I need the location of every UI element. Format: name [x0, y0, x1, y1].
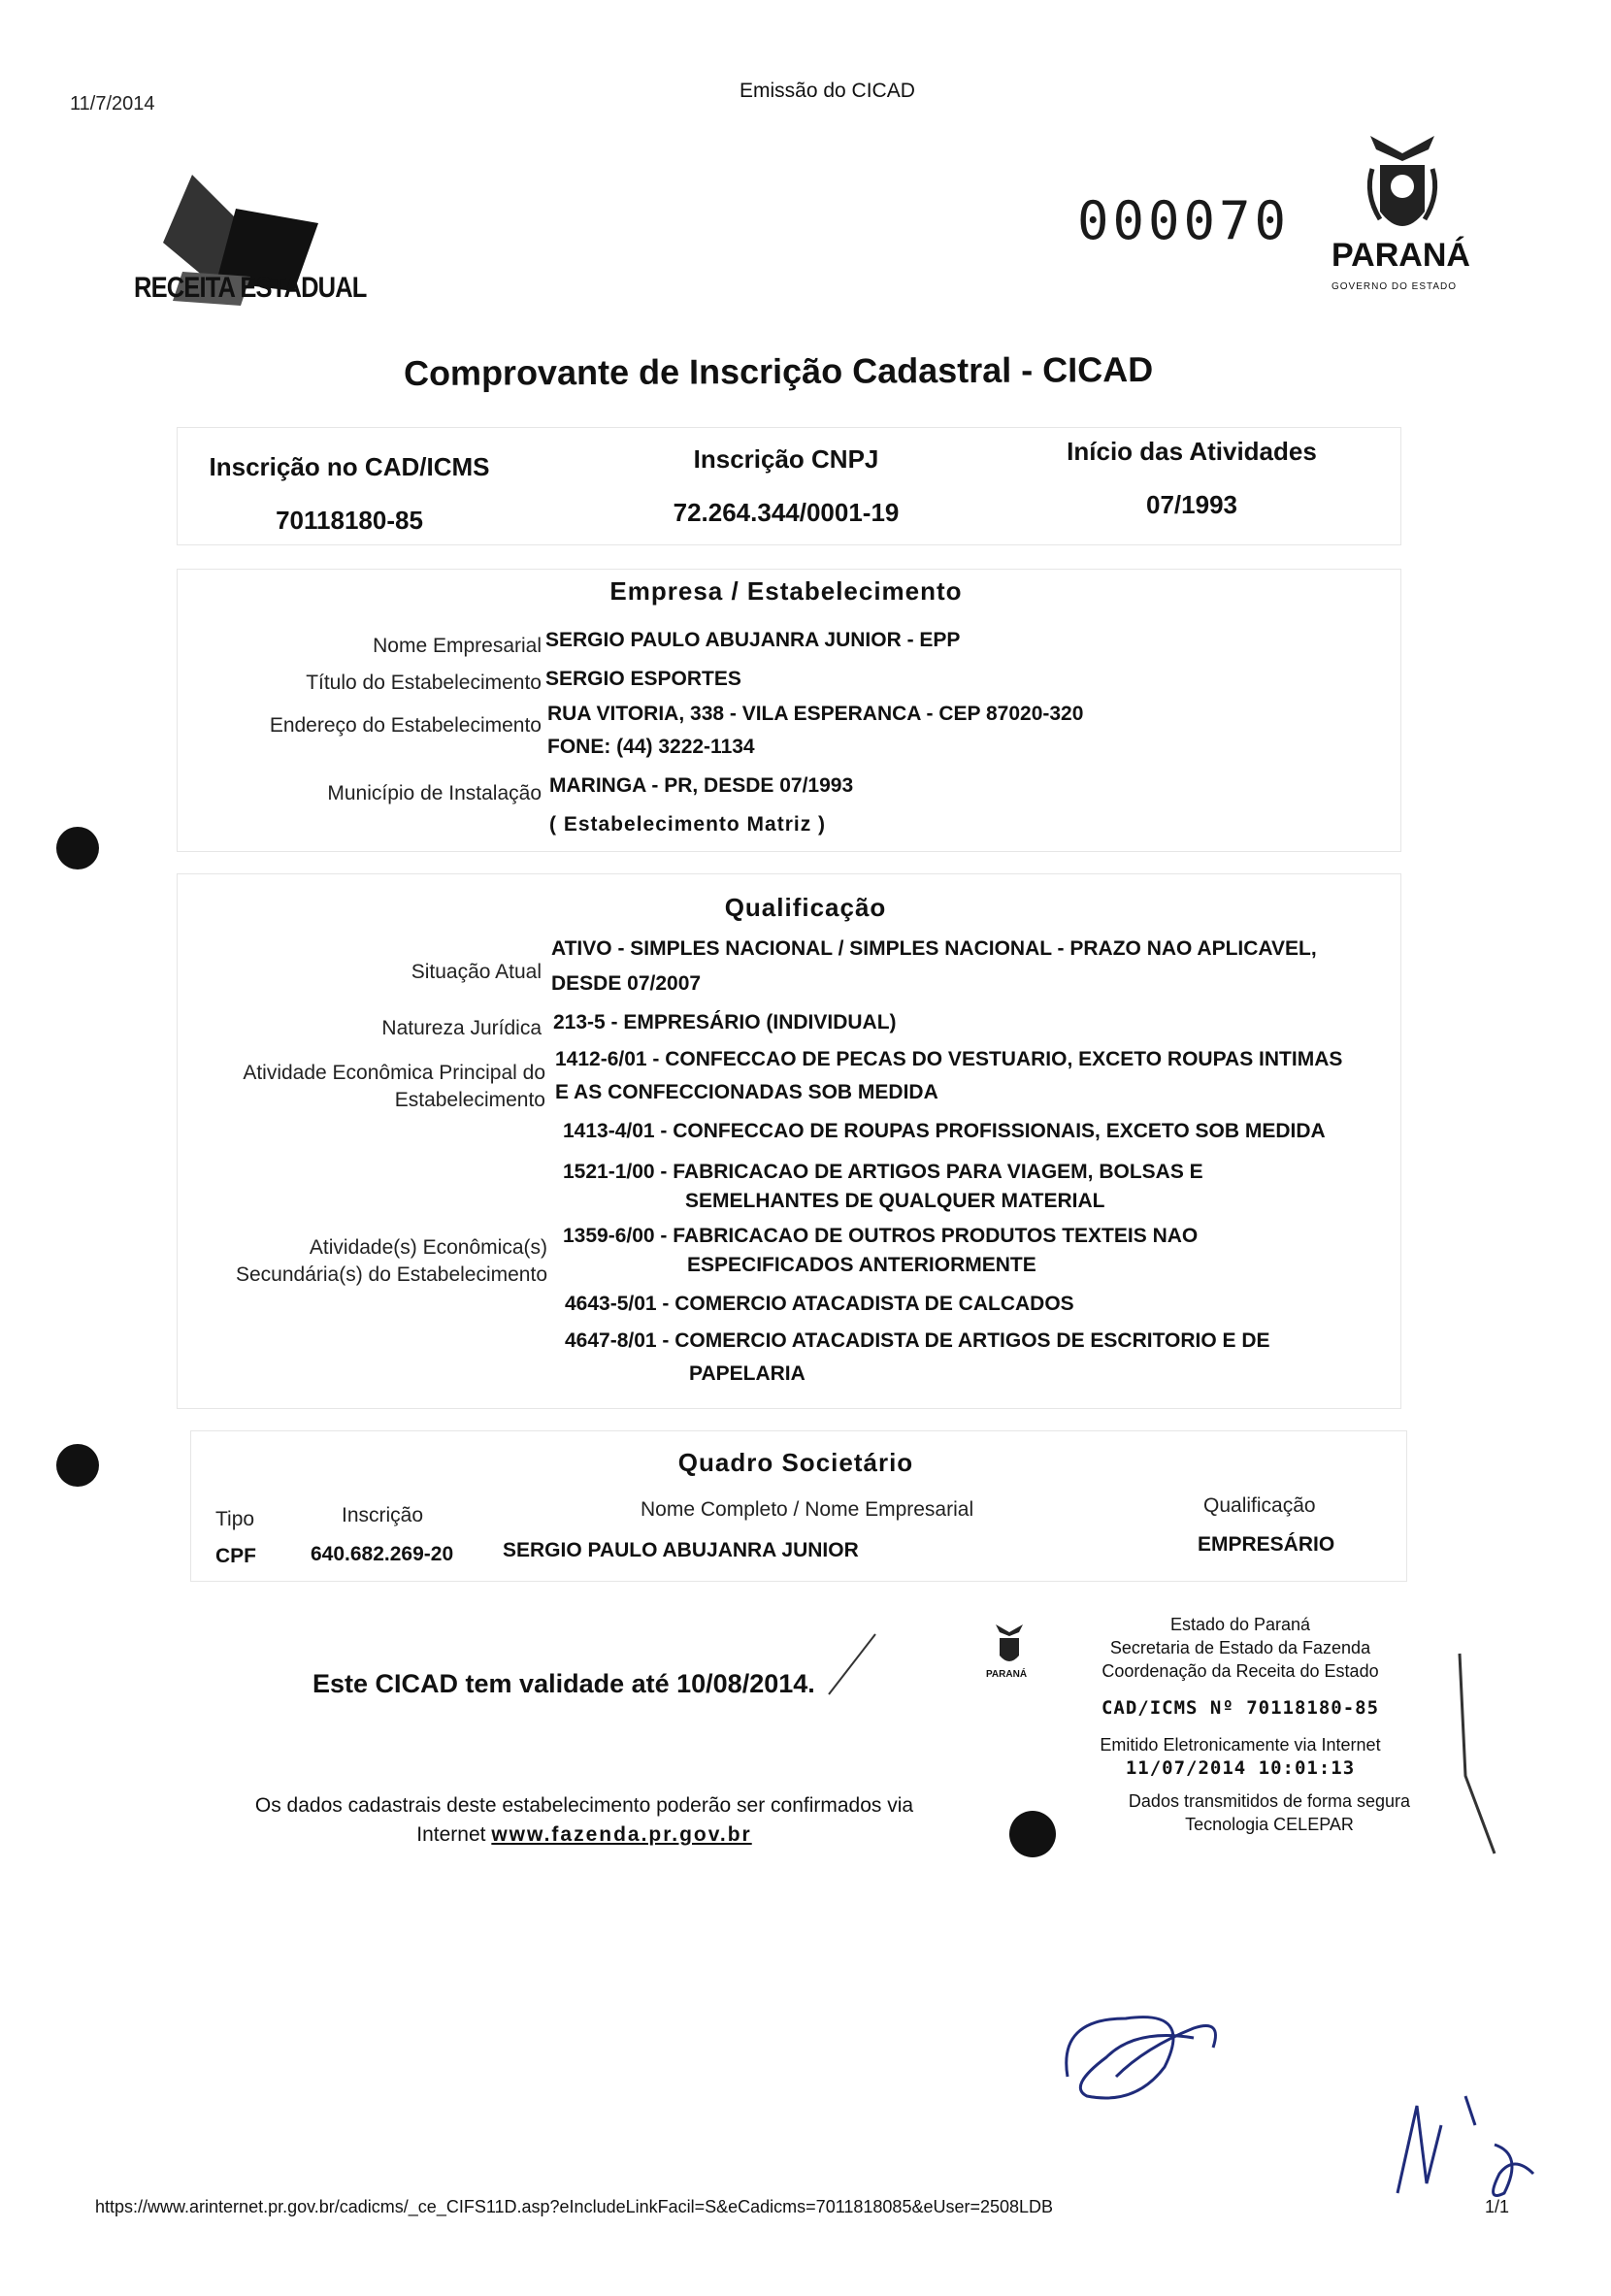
cnpj-field — [631, 444, 941, 528]
footer-note-line2 — [215, 1820, 953, 1850]
checkmark-stroke — [825, 1630, 883, 1698]
empresa-section-title: Empresa / Estabelecimento — [609, 576, 963, 606]
atividade-principal-line2: E AS CONFECCIONADAS SOB MEDIDA — [555, 1081, 938, 1103]
endereco-label: Endereço do Estabelecimento — [269, 714, 542, 737]
inicio-atividades-label: Início das Atividades — [1067, 437, 1317, 466]
atividade-secundaria-4: 4643-5/01 - COMERCIO ATACADISTA DE CALCADOS — [565, 1293, 1074, 1315]
quadro-societario-title: Quadro Societário — [677, 1448, 914, 1477]
nome-empresarial-label: Nome Empresarial — [373, 635, 542, 657]
col-qualificacao-header: Qualificação — [1203, 1494, 1316, 1517]
stamp-emitido: Emitido Eletronicamente via Internet — [1100, 1735, 1381, 1755]
footer-note — [215, 1791, 953, 1850]
parana-crest-icon — [1351, 126, 1454, 248]
col-inscricao-header: Inscrição — [342, 1504, 424, 1526]
initials-mark — [1388, 2086, 1543, 2213]
stamp-line3: Coordenação da Receita do Estado — [1101, 1661, 1379, 1681]
qualificacao-section-title: Qualificação — [724, 893, 887, 922]
situacao-atual-label: Situação Atual — [411, 961, 542, 983]
document-number: 000070 — [1077, 190, 1291, 251]
footer-note-prefix: Internet — [416, 1823, 486, 1846]
stamp-datetime: 11/07/2014 10:01:13 — [1125, 1757, 1356, 1779]
validade-text: Este CICAD tem validade até 10/08/2014. — [312, 1669, 815, 1698]
stamp-cad: CAD/ICMS Nº 70118180-85 — [1101, 1697, 1380, 1719]
atividade-secundaria-3: 1359-6/00 - FABRICACAO DE OUTROS PRODUTOS TEXTEIS NAO — [563, 1225, 1199, 1247]
municipio-value: MARINGA - PR, DESDE 07/1993 — [549, 774, 854, 797]
endereco-value: RUA VITORIA, 338 - VILA ESPERANCA - CEP 87020-320 — [547, 703, 1084, 725]
atividade-secundaria-label-1: Atividade(s) Econômica(s) — [309, 1236, 547, 1259]
situacao-atual-line1: ATIVO - SIMPLES NACIONAL / SIMPLES NACIONAL - PRAZO NAO APLICAVEL, — [551, 937, 1317, 960]
estabelecimento-matriz: ( Estabelecimento Matriz ) — [549, 813, 827, 836]
footer-note-line1: Os dados cadastrais deste estabelecimento poderão ser confirmados via — [254, 1794, 914, 1817]
col-tipo-header: Tipo — [215, 1508, 255, 1530]
nome-empresarial-value: SERGIO PAULO ABUJANRA JUNIOR - EPP — [545, 629, 961, 651]
fone-value: FONE: (44) 3222-1134 — [547, 736, 755, 758]
stamp-line2: Secretaria de Estado da Fazenda — [1109, 1638, 1371, 1657]
punch-hole-bottom — [56, 1444, 99, 1487]
titulo-estabelecimento-value: SERGIO ESPORTES — [545, 668, 741, 690]
atividade-principal-line1: 1412-6/01 - CONFECCAO DE PECAS DO VESTUARIO, EXCETO ROUPAS INTIMAS — [555, 1048, 1343, 1070]
inicio-atividades-value: 07/1993 — [1146, 490, 1237, 519]
socio-qualificacao: EMPRESÁRIO — [1198, 1533, 1335, 1556]
socio-tipo: CPF — [215, 1545, 256, 1567]
cnpj-value: 72.264.344/0001-19 — [673, 498, 900, 527]
receita-estadual-text: RECEITA ESTADUAL — [134, 272, 367, 304]
stamp-line1: Estado do Paraná — [1169, 1615, 1311, 1634]
atividade-secundaria-label-2: Secundária(s) do Estabelecimento — [235, 1263, 547, 1286]
socio-inscricao: 640.682.269-20 — [311, 1543, 454, 1565]
inicio-atividades-field — [1036, 437, 1347, 520]
atividade-principal-label-2: Estabelecimento — [394, 1089, 545, 1111]
titulo-estabelecimento-label: Título do Estabelecimento — [306, 672, 542, 694]
atividade-secundaria-3-cont: ESPECIFICADOS ANTERIORMENTE — [687, 1254, 1036, 1276]
municipio-label: Município de Instalação — [327, 782, 542, 804]
cad-icms-label: Inscrição no CAD/ICMS — [209, 452, 490, 481]
socio-nome: SERGIO PAULO ABUJANRA JUNIOR — [503, 1539, 859, 1561]
natureza-juridica-value: 213-5 - EMPRESÁRIO (INDIVIDUAL) — [553, 1011, 897, 1033]
situacao-atual-line2: DESDE 07/2007 — [551, 972, 702, 995]
electronic-stamp — [1036, 1613, 1444, 1836]
atividade-secundaria-5: 4647-8/01 - COMERCIO ATACADISTA DE ARTIGOS DE ESCRITORIO E DE — [565, 1329, 1270, 1352]
handwritten-line — [1456, 1650, 1514, 1863]
page-number: 1/1 — [1485, 2197, 1510, 2216]
cad-icms-value: 70118180-85 — [276, 506, 423, 535]
parana-logo-text: PARANÁ — [1332, 237, 1470, 274]
parana-small-crest-icon — [990, 1621, 1029, 1669]
stamp-seguro1: Dados transmitidos de forma segura — [1128, 1791, 1411, 1811]
col-nome-header: Nome Completo / Nome Empresarial — [641, 1498, 974, 1521]
natureza-juridica-label: Natureza Jurídica — [381, 1017, 542, 1039]
stamp-crest-text: PARANÁ — [986, 1669, 1028, 1680]
page-title: Comprovante de Inscrição Cadastral - CICAD — [403, 348, 1154, 394]
source-url: https://www.arinternet.pr.gov.br/cadicms/_ce_CIFS11D.asp?eIncludeLinkFacil=S&eCadicms=7011818085&eUser=2508LDB — [95, 2197, 1054, 2216]
fazenda-link[interactable]: www.fazenda.pr.gov.br — [491, 1823, 752, 1846]
atividade-principal-label-1: Atividade Econômica Principal do — [243, 1062, 545, 1084]
punch-hole-top — [56, 827, 99, 869]
cad-icms-field — [194, 452, 505, 536]
stamp-seguro2: Tecnologia CELEPAR — [1185, 1815, 1354, 1834]
print-date: 11/7/2014 — [70, 93, 155, 115]
secure-seal-icon — [1009, 1811, 1056, 1857]
atividade-secundaria-2: 1521-1/00 - FABRICACAO DE ARTIGOS PARA VIAGEM, BOLSAS E — [563, 1161, 1203, 1183]
cnpj-label: Inscrição CNPJ — [693, 444, 879, 474]
parana-subtitle: GOVERNO DO ESTADO — [1332, 281, 1458, 292]
emissao-title: Emissão do CICAD — [740, 80, 915, 102]
atividade-secundaria-5-cont: PAPELARIA — [689, 1362, 806, 1385]
signature-mark — [1048, 1999, 1242, 2116]
atividade-secundaria-1: 1413-4/01 - CONFECCAO DE ROUPAS PROFISSIONAIS, EXCETO SOB MEDIDA — [563, 1120, 1326, 1142]
atividade-secundaria-2-cont: SEMELHANTES DE QUALQUER MATERIAL — [685, 1190, 1105, 1212]
